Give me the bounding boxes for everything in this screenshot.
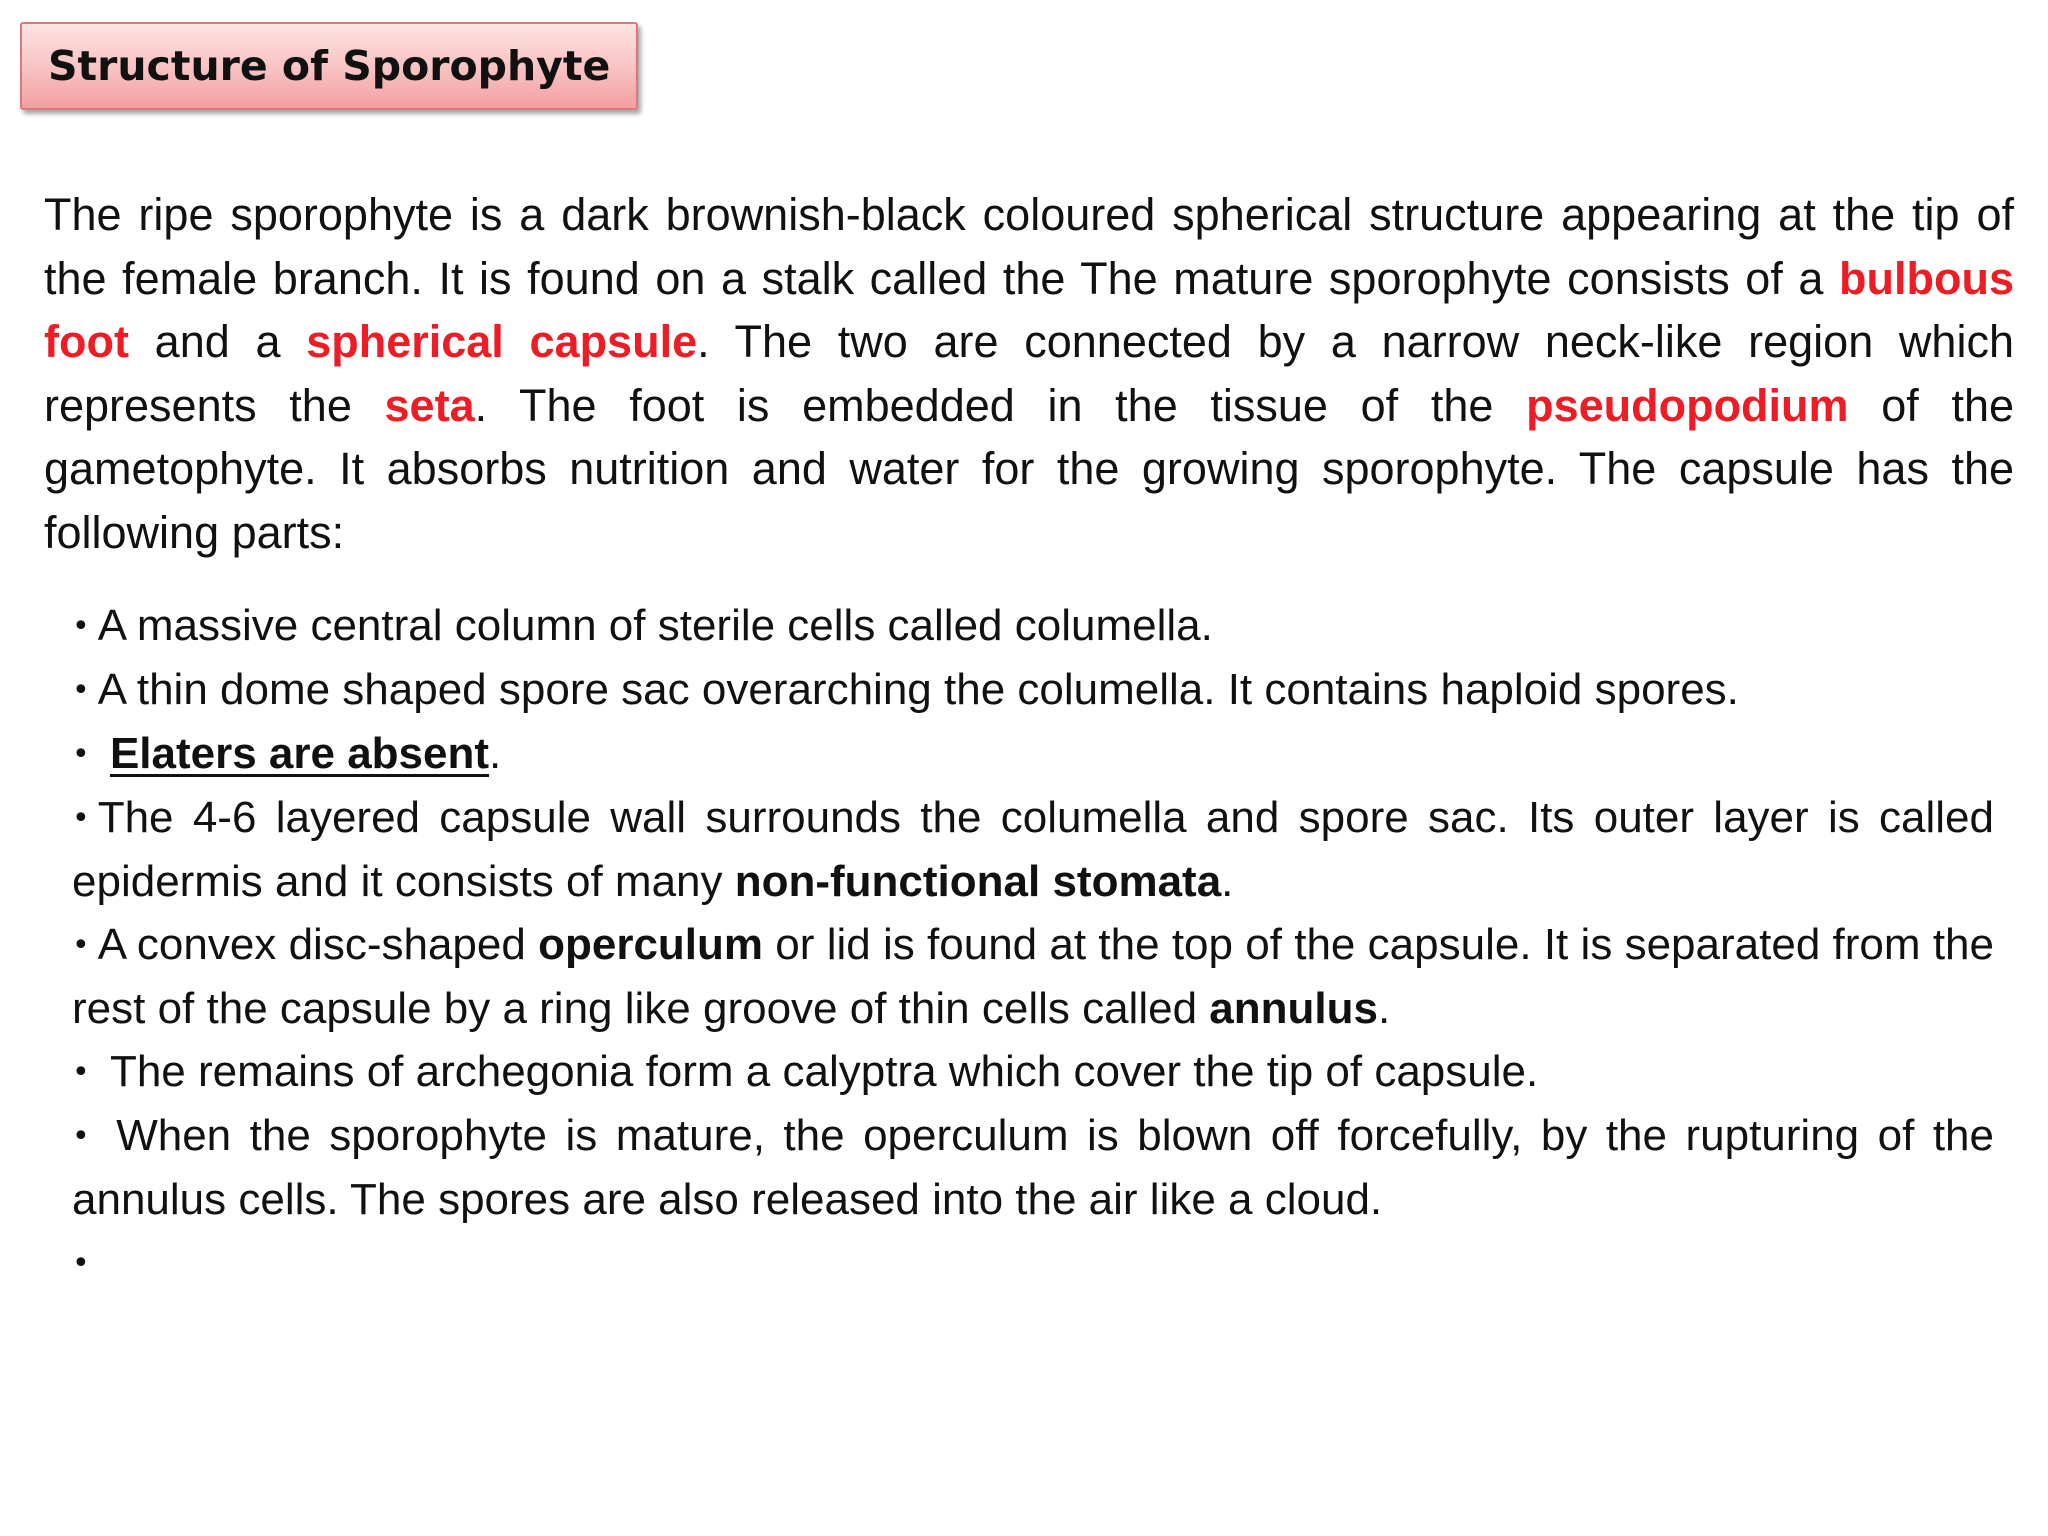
list-item-tail: . [1221, 857, 1234, 906]
list-item-text: When the sporophyte is mature, the operculum is blown off forcefully, by the rupturing of the annulus cells. The spores are also released into the air like a cloud. [72, 1111, 1994, 1224]
highlight-pseudopodium: pseudopodium [1526, 379, 1849, 431]
list-item-text: A thin dome shaped spore sac overarching the columella. It contains haploid spores. [97, 665, 1739, 714]
bullet-icon: • [72, 801, 90, 836]
highlight-spherical-capsule: spherical capsule [306, 316, 698, 367]
elaters-absent-text: Elaters are absent [109, 729, 490, 778]
bullet-icon: • [72, 1246, 90, 1281]
intro-text-1: The ripe sporophyte is a dark brownish-black coloured spherical structure appearing at the tip of the female branch. It is found on a stalk called the The mature sporophyte consists of a [44, 189, 2014, 304]
list-item-tail: . [1377, 984, 1391, 1033]
list-item-text: or lid is found at the top of the capsule. It is separated from the rest of the capsule by a ring like groove of thin cells called [72, 920, 1994, 1033]
intro-text-3: . The two are connected by a narrow neck-like region which represents the [44, 316, 2014, 431]
list-item [72, 786, 1994, 913]
parts-list [72, 594, 1994, 1295]
intro-paragraph [44, 183, 2014, 564]
list-item [72, 913, 1994, 1040]
bullet-icon: • [72, 737, 90, 772]
intro-text-5: of the gametophyte. It absorbs nutrition and water for the growing sporophyte. The capsule has the following parts: [44, 379, 2015, 558]
intro-text-4: . The foot is embedded in the tissue of the [474, 379, 1527, 431]
list-item [72, 1040, 1994, 1104]
list-item-text: A massive central column of sterile cells called columella. [97, 601, 1213, 650]
bullet-icon: • [72, 1055, 90, 1090]
bullet-icon: • [72, 928, 90, 963]
list-item-text: A convex disc-shaped [97, 920, 539, 969]
bullet-icon: • [72, 1119, 90, 1154]
non-functional-stomata-text: non-functional stomata [734, 857, 1222, 906]
list-item-tail: . [489, 729, 502, 778]
bullet-icon: • [72, 673, 90, 708]
intro-text-2: and a [128, 316, 307, 367]
operculum-text: operculum [538, 920, 764, 969]
highlight-bulbous-foot: bulbous foot [44, 252, 2014, 367]
list-item [72, 722, 1994, 786]
list-item-text: The 4-6 layered capsule wall surrounds the columella and spore sac. Its outer layer is called epidermis and it consists of many [72, 793, 1994, 906]
list-item-text: The remains of archegonia form a calyptra which cover the tip of capsule. [109, 1047, 1539, 1096]
list-item-empty [72, 1231, 1994, 1295]
list-item [72, 1104, 1994, 1231]
annulus-text: annulus [1209, 984, 1378, 1033]
slide-title: Structure of Sporophyte [20, 22, 638, 110]
highlight-seta: seta [384, 379, 475, 431]
list-item [72, 594, 1994, 658]
list-item [72, 658, 1994, 722]
bullet-icon: • [72, 609, 90, 644]
